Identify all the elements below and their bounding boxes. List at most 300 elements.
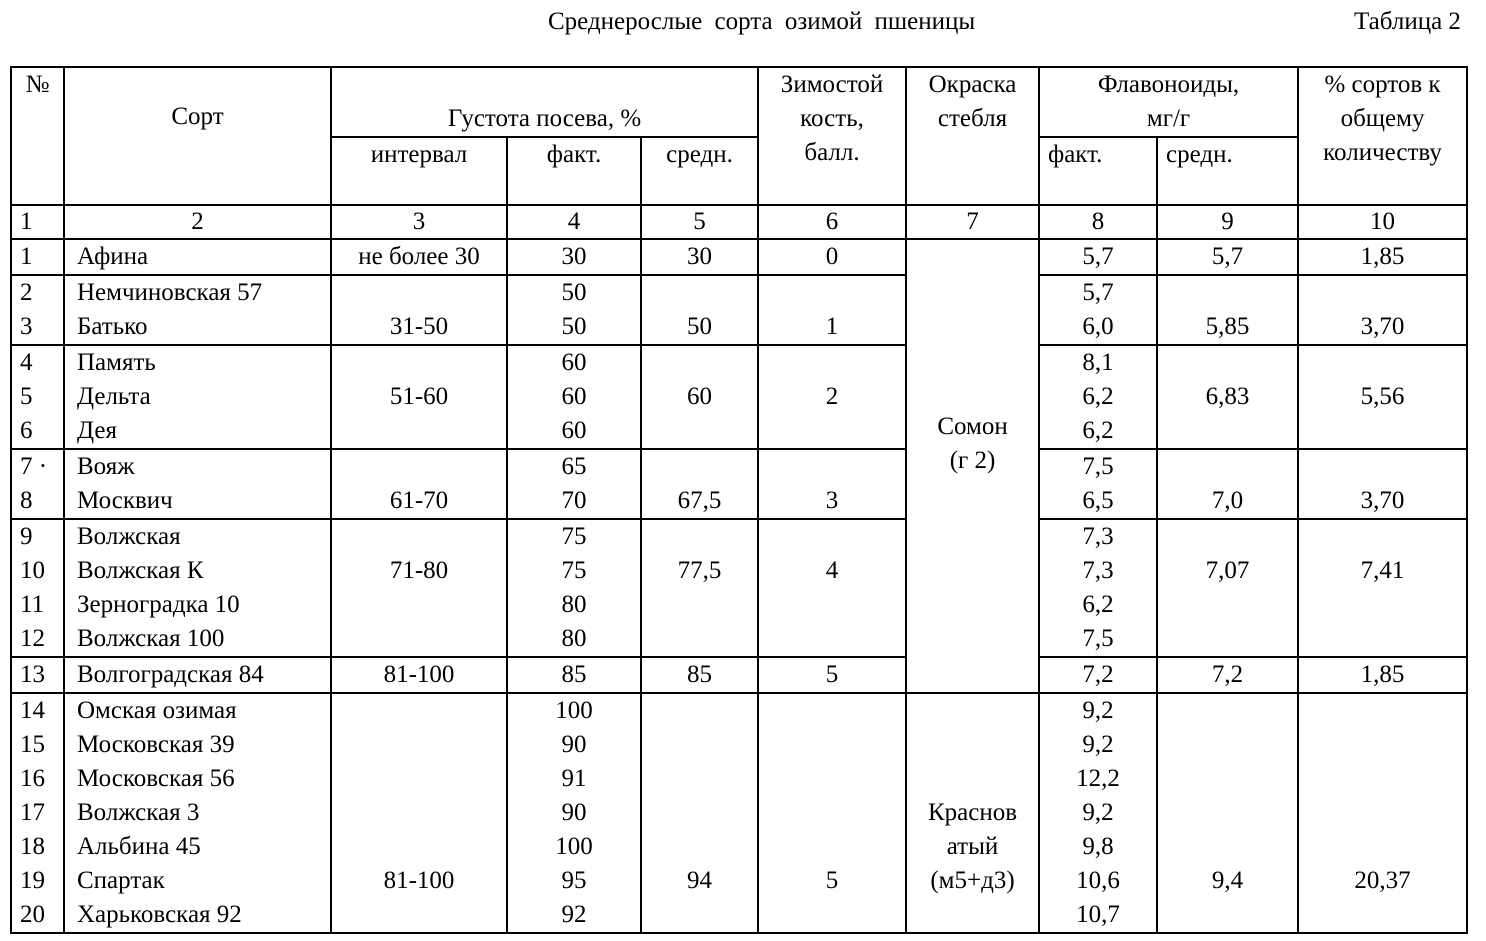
winter-hardiness-value: 3 — [825, 487, 839, 514]
row-number-value: 8 — [20, 487, 33, 514]
header-pct-line2: общему — [1340, 105, 1425, 132]
winter-hardiness — [758, 449, 906, 519]
row-number — [11, 693, 64, 933]
winter-hardiness-line — [759, 520, 905, 554]
variety-percent-value: 3,70 — [1360, 487, 1405, 514]
header-flavonoids — [1039, 67, 1298, 137]
row-number — [11, 275, 64, 345]
stem-color-line: (м5+д3) — [930, 867, 1015, 894]
variety-name — [64, 239, 331, 275]
density-interval-line — [332, 414, 506, 448]
col-num: 4 — [507, 205, 641, 239]
winter-hardiness-value: 2 — [825, 383, 839, 410]
flavonoids-fact-value: 6,0 — [1082, 313, 1114, 340]
variety-percent-line — [1299, 898, 1466, 932]
row-number — [11, 657, 64, 693]
density-fact-value: 100 — [555, 697, 593, 724]
winter-hardiness — [758, 275, 906, 345]
header-winter-line3: балл. — [804, 139, 860, 166]
variety-percent — [1298, 657, 1467, 693]
flavonoids-avg — [1157, 275, 1298, 345]
stem-color-somon — [906, 239, 1039, 693]
density-fact-value: 85 — [561, 661, 587, 688]
flavonoids-fact-value: 9,2 — [1082, 731, 1114, 758]
variety-name — [64, 657, 331, 693]
winter-hardiness — [758, 657, 906, 693]
variety-name-value: Волжская К — [77, 557, 204, 584]
flavonoids-avg — [1157, 693, 1298, 933]
variety-percent-line — [1299, 450, 1466, 484]
stem-color-line: атый — [946, 833, 999, 860]
density-interval — [331, 275, 507, 345]
flavonoids-fact — [1039, 275, 1157, 345]
density-avg-line — [642, 622, 757, 656]
density-fact-value: 75 — [561, 557, 587, 584]
variety-percent — [1298, 345, 1467, 449]
header-flav-line1: Флавоноиды, — [1097, 71, 1240, 98]
flavonoids-fact — [1039, 657, 1157, 693]
winter-hardiness-line — [759, 276, 905, 310]
row-number-value: 12 — [20, 625, 45, 652]
header-no-label: № — [25, 71, 50, 98]
row-number-value: 1 — [20, 243, 33, 270]
winter-hardiness — [758, 239, 906, 275]
density-avg — [641, 657, 758, 693]
header-variety — [64, 67, 331, 205]
flavonoids-avg — [1157, 239, 1298, 275]
variety-name-value: Вояж — [77, 453, 135, 480]
density-interval-line — [332, 276, 506, 310]
flavonoids-fact — [1039, 345, 1157, 449]
group-row — [11, 657, 1467, 693]
winter-hardiness-line — [759, 694, 905, 728]
header-interval-label: интервал — [370, 141, 468, 168]
flavonoids-avg — [1157, 519, 1298, 657]
variety-name-value: Спартак — [77, 867, 165, 894]
variety-name-value: Московская 56 — [77, 765, 235, 792]
density-fact-value: 50 — [561, 279, 587, 306]
density-interval-line — [332, 728, 506, 762]
density-interval — [331, 345, 507, 449]
density-avg-value: 85 — [687, 661, 712, 688]
flavonoids-fact-value: 6,2 — [1082, 383, 1114, 410]
density-fact-value: 100 — [555, 833, 593, 860]
variety-percent-value: 1,85 — [1360, 661, 1405, 688]
header-interval — [331, 137, 507, 205]
variety-percent-value: 20,37 — [1354, 867, 1411, 894]
variety-percent — [1298, 239, 1467, 275]
variety-name-value: Дея — [77, 417, 117, 444]
variety-name — [64, 345, 331, 449]
density-fact — [507, 693, 641, 933]
variety-percent-line — [1299, 762, 1466, 796]
variety-percent-line — [1299, 414, 1466, 448]
flavonoids-avg-value: 5,7 — [1211, 243, 1244, 270]
variety-percent-line — [1299, 276, 1466, 310]
flavonoids-avg-value: 7,0 — [1211, 487, 1244, 514]
variety-name-value: Волгоградская 84 — [77, 661, 264, 688]
flavonoids-fact-value: 10,7 — [1076, 901, 1120, 928]
density-interval-line — [332, 450, 506, 484]
winter-hardiness-value: 5 — [825, 867, 839, 894]
flavonoids-avg-line — [1158, 694, 1297, 728]
row-number — [11, 239, 64, 275]
header-density-fact — [507, 137, 641, 205]
flavonoids-avg-line — [1158, 414, 1297, 448]
winter-hardiness-value: 4 — [825, 557, 839, 584]
header-winter-line1: Зимостой — [780, 71, 884, 98]
variety-name-value: Омская озимая — [77, 697, 237, 724]
density-fact-value: 65 — [561, 453, 587, 480]
row-number-value: 17 — [20, 799, 45, 826]
flavonoids-avg-value: 6,83 — [1205, 383, 1250, 410]
flavonoids-fact-value: 7,3 — [1082, 523, 1114, 550]
variety-name-value: Волжская — [77, 523, 181, 550]
row-number — [11, 345, 64, 449]
density-avg — [641, 345, 758, 449]
flavonoids-fact-value: 7,3 — [1082, 557, 1114, 584]
density-avg-value: 60 — [687, 383, 712, 410]
flavonoids-fact-value: 5,7 — [1082, 279, 1114, 306]
row-number-value: 20 — [20, 901, 45, 928]
stem-color-line: (г 2) — [949, 447, 996, 474]
density-avg — [641, 449, 758, 519]
density-avg-line — [642, 830, 757, 864]
document-title: Среднерослые сорта озимой пшеницы — [548, 8, 976, 35]
winter-hardiness-value: 1 — [825, 313, 839, 340]
density-avg-line — [642, 346, 757, 380]
winter-hardiness-line — [759, 346, 905, 380]
density-interval — [331, 239, 507, 275]
winter-hardiness-line — [759, 588, 905, 622]
density-interval-value: 51-60 — [389, 383, 449, 410]
density-interval-line — [332, 762, 506, 796]
flavonoids-fact-value: 9,2 — [1082, 799, 1114, 826]
stem-color-red — [906, 693, 1039, 933]
row-number-value: 5 — [20, 383, 33, 410]
col-num: 8 — [1039, 205, 1157, 239]
density-interval-value: 81-100 — [383, 661, 455, 688]
group-row — [11, 345, 1467, 449]
flavonoids-avg-line — [1158, 588, 1297, 622]
variety-percent — [1298, 693, 1467, 933]
variety-percent — [1298, 275, 1467, 345]
variety-name — [64, 519, 331, 657]
winter-hardiness-line — [759, 622, 905, 656]
density-interval-line — [332, 520, 506, 554]
row-number — [11, 519, 64, 657]
density-interval-line — [332, 588, 506, 622]
winter-hardiness-line — [759, 414, 905, 448]
winter-hardiness-line — [759, 796, 905, 830]
variety-percent-value: 7,41 — [1360, 557, 1405, 584]
header-pct-line1: % сортов к — [1324, 71, 1441, 98]
density-fact-value: 80 — [561, 591, 587, 618]
flavonoids-avg-line — [1158, 276, 1297, 310]
header-flav-avg — [1157, 137, 1298, 205]
density-interval-value: 71-80 — [389, 557, 449, 584]
density-avg-line — [642, 898, 757, 932]
density-avg-value: 77,5 — [677, 557, 722, 584]
winter-hardiness — [758, 693, 906, 933]
winter-hardiness-line — [759, 898, 905, 932]
flavonoids-avg — [1157, 345, 1298, 449]
flavonoids-avg-value: 7,2 — [1211, 661, 1244, 688]
group-row — [11, 693, 1467, 933]
row-number-value: 13 — [20, 661, 45, 688]
row-number-value: 7 · — [20, 453, 48, 480]
stem-color-line: Краснов — [927, 799, 1018, 826]
header-stem-line2: стебля — [937, 105, 1008, 132]
header-flav-line2: мг/г — [1146, 105, 1191, 132]
variety-percent — [1298, 449, 1467, 519]
header-density — [331, 67, 758, 137]
header-winter — [758, 67, 906, 205]
winter-hardiness-value: 5 — [825, 661, 839, 688]
row-number-value: 19 — [20, 867, 45, 894]
stem-color-line: Сомон — [937, 413, 1008, 440]
flavonoids-avg — [1157, 657, 1298, 693]
density-avg-line — [642, 728, 757, 762]
header-density-avg-label: средн. — [666, 141, 733, 168]
density-interval-value: 31-50 — [389, 313, 449, 340]
density-fact-value: 60 — [561, 349, 587, 376]
variety-name-value: Волжская 100 — [77, 625, 225, 652]
variety-percent-line — [1299, 622, 1466, 656]
row-number-value: 2 — [20, 279, 33, 306]
flavonoids-fact — [1039, 239, 1157, 275]
col-num: 10 — [1298, 205, 1467, 239]
flavonoids-fact-value: 5,7 — [1082, 243, 1114, 270]
column-numbers-row — [11, 205, 1467, 239]
col-num: 1 — [11, 205, 64, 239]
row-number-value: 6 — [20, 417, 33, 444]
winter-hardiness — [758, 345, 906, 449]
density-avg-value: 67,5 — [677, 487, 722, 514]
header-no — [11, 67, 64, 205]
variety-name — [64, 693, 331, 933]
wheat-varieties-table — [10, 66, 1468, 934]
stem-color-red-text — [907, 796, 1038, 898]
density-interval — [331, 519, 507, 657]
density-interval-line — [332, 694, 506, 728]
row-number-value: 14 — [20, 697, 45, 724]
density-avg — [641, 239, 758, 275]
density-avg-line — [642, 520, 757, 554]
winter-hardiness-line — [759, 450, 905, 484]
density-interval-line — [332, 796, 506, 830]
density-avg-line — [642, 588, 757, 622]
density-fact-value: 50 — [561, 313, 587, 340]
flavonoids-fact-value: 12,2 — [1076, 765, 1120, 792]
variety-percent-value: 5,56 — [1360, 383, 1405, 410]
density-fact — [507, 449, 641, 519]
flavonoids-avg-line — [1158, 622, 1297, 656]
density-interval-value: 81-100 — [383, 867, 455, 894]
row-number-value: 16 — [20, 765, 45, 792]
row-number-value: 11 — [20, 591, 45, 618]
header-stem-color — [906, 67, 1039, 205]
density-avg — [641, 275, 758, 345]
variety-percent-line — [1299, 728, 1466, 762]
header-stem-line1: Окраска — [928, 71, 1017, 98]
flavonoids-avg-line — [1158, 830, 1297, 864]
flavonoids-fact-value: 6,2 — [1082, 417, 1114, 444]
density-fact — [507, 519, 641, 657]
header-winter-line2: кость, — [800, 105, 864, 132]
flavonoids-fact-value: 7,2 — [1082, 661, 1114, 688]
density-fact-value: 80 — [561, 625, 587, 652]
flavonoids-fact-value: 10,6 — [1076, 867, 1120, 894]
variety-percent-line — [1299, 694, 1466, 728]
density-avg-line — [642, 450, 757, 484]
density-avg — [641, 519, 758, 657]
density-interval-value: 61-70 — [389, 487, 449, 514]
density-interval-line — [332, 830, 506, 864]
density-avg-line — [642, 276, 757, 310]
density-fact-value: 91 — [561, 765, 587, 792]
density-fact-value: 60 — [561, 417, 587, 444]
variety-percent-value: 1,85 — [1360, 243, 1405, 270]
variety-percent-line — [1299, 520, 1466, 554]
density-fact — [507, 345, 641, 449]
group-row — [11, 239, 1467, 275]
row-number-value: 4 — [20, 349, 33, 376]
density-fact-value: 90 — [561, 799, 587, 826]
flavonoids-fact — [1039, 449, 1157, 519]
density-fact — [507, 657, 641, 693]
variety-name-value: Москвич — [77, 487, 173, 514]
variety-name-value: Волжская 3 — [77, 799, 200, 826]
density-fact-value: 30 — [561, 243, 587, 270]
variety-percent-line — [1299, 830, 1466, 864]
density-interval-line — [332, 898, 506, 932]
density-avg — [641, 693, 758, 933]
flavonoids-fact — [1039, 693, 1157, 933]
winter-hardiness-line — [759, 728, 905, 762]
winter-hardiness-value: 0 — [825, 243, 839, 270]
flavonoids-avg-line — [1158, 728, 1297, 762]
variety-percent-line — [1299, 346, 1466, 380]
flavonoids-avg-line — [1158, 898, 1297, 932]
flavonoids-avg — [1157, 449, 1298, 519]
header-pct-line3: количеству — [1323, 139, 1442, 166]
density-interval — [331, 449, 507, 519]
variety-name-value: Дельта — [77, 383, 151, 410]
col-num: 2 — [64, 205, 331, 239]
flavonoids-avg-line — [1158, 450, 1297, 484]
header-flav-avg-label: средн. — [1166, 141, 1233, 168]
density-interval — [331, 657, 507, 693]
group-row — [11, 449, 1467, 519]
flavonoids-fact-value: 8,1 — [1082, 349, 1114, 376]
flavonoids-fact-value: 7,5 — [1082, 625, 1114, 652]
variety-name-value: Альбина 45 — [77, 833, 201, 860]
density-fact — [507, 275, 641, 345]
density-fact-value: 90 — [561, 731, 587, 758]
row-number-value: 15 — [20, 731, 45, 758]
col-num: 7 — [906, 205, 1039, 239]
density-avg-line — [642, 694, 757, 728]
header-density-label: Густота посева, % — [447, 105, 642, 132]
variety-name-value: Харьковская 92 — [77, 901, 242, 928]
col-num: 5 — [641, 205, 758, 239]
flavonoids-fact — [1039, 519, 1157, 657]
variety-name-value: Афина — [77, 243, 149, 270]
variety-name-value: Память — [77, 349, 156, 376]
variety-percent-line — [1299, 588, 1466, 622]
header-flav-fact — [1039, 137, 1157, 205]
flavonoids-fact-value: 7,5 — [1082, 453, 1114, 480]
flavonoids-avg-value: 5,85 — [1205, 313, 1250, 340]
winter-hardiness — [758, 519, 906, 657]
variety-name-value: Московская 39 — [77, 731, 235, 758]
group-row — [11, 519, 1467, 657]
density-avg-value: 30 — [687, 243, 712, 270]
flavonoids-fact-value: 9,8 — [1082, 833, 1114, 860]
density-fact-value: 92 — [561, 901, 587, 928]
density-avg-line — [642, 762, 757, 796]
density-interval-value: не более 30 — [358, 243, 480, 270]
flavonoids-avg-line — [1158, 796, 1297, 830]
flavonoids-avg-value: 9,4 — [1211, 867, 1244, 894]
variety-name-value: Батько — [77, 313, 148, 340]
winter-hardiness-line — [759, 762, 905, 796]
row-number-value: 9 — [20, 523, 33, 550]
variety-percent-line — [1299, 796, 1466, 830]
flavonoids-avg-line — [1158, 762, 1297, 796]
density-interval — [331, 693, 507, 933]
group-row — [11, 275, 1467, 345]
variety-percent-value: 3,70 — [1360, 313, 1405, 340]
winter-hardiness-line — [759, 830, 905, 864]
header-percent — [1298, 67, 1467, 205]
variety-name-value: Немчиновская 57 — [77, 279, 263, 306]
col-num: 3 — [331, 205, 507, 239]
density-fact-value: 60 — [561, 383, 587, 410]
flavonoids-avg-line — [1158, 520, 1297, 554]
header-variety-label: Сорт — [171, 103, 224, 130]
density-fact-value: 70 — [561, 487, 587, 514]
flavonoids-avg-line — [1158, 346, 1297, 380]
density-avg-value: 94 — [687, 867, 712, 894]
header-density-fact-label: факт. — [546, 141, 602, 168]
density-avg-value: 50 — [687, 313, 712, 340]
flavonoids-avg-value: 7,07 — [1205, 557, 1250, 584]
density-fact — [507, 239, 641, 275]
row-number-value: 3 — [20, 313, 33, 340]
flavonoids-fact-value: 6,5 — [1082, 487, 1114, 514]
col-num: 9 — [1157, 205, 1298, 239]
density-avg-line — [642, 414, 757, 448]
row-number-value: 10 — [20, 557, 45, 584]
density-fact-value: 75 — [561, 523, 587, 550]
density-interval-line — [332, 346, 506, 380]
row-number — [11, 449, 64, 519]
variety-name — [64, 449, 331, 519]
density-avg-line — [642, 796, 757, 830]
col-num: 6 — [758, 205, 906, 239]
header-density-avg — [641, 137, 758, 205]
variety-percent — [1298, 519, 1467, 657]
header-flav-fact-label: факт. — [1048, 141, 1103, 168]
flavonoids-fact-value: 6,2 — [1082, 591, 1114, 618]
row-number-value: 18 — [20, 833, 45, 860]
stem-color-somon-text — [907, 410, 1038, 478]
density-fact-value: 95 — [561, 867, 587, 894]
variety-name-value: Зерноградка 10 — [77, 591, 240, 618]
variety-name — [64, 275, 331, 345]
